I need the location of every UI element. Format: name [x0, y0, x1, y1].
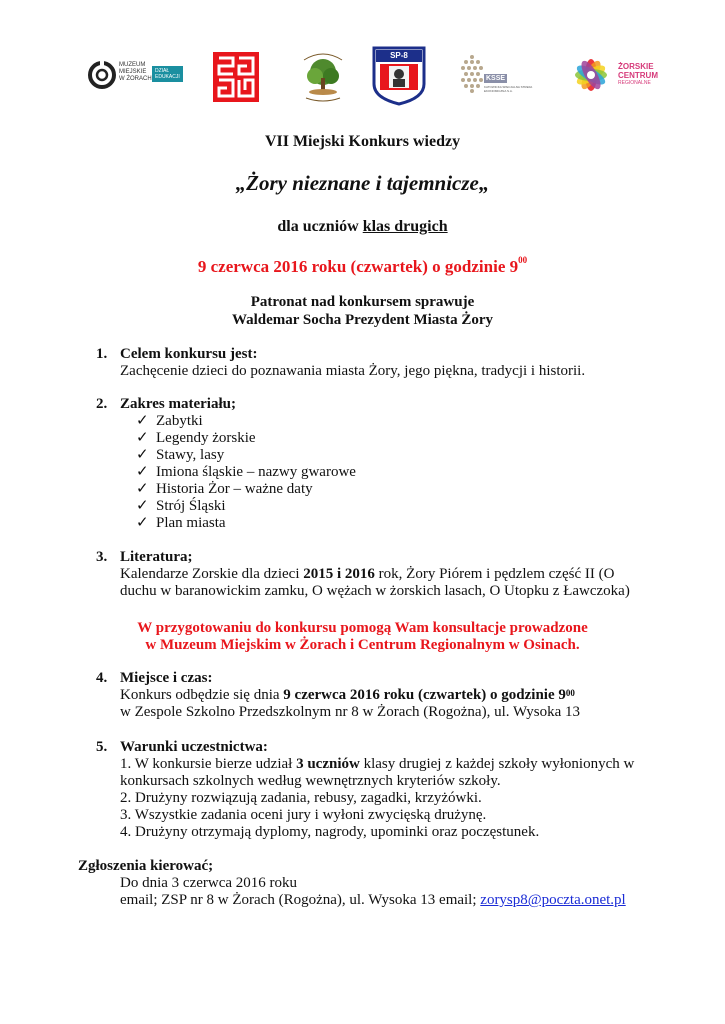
section-scope-num: 2. [96, 396, 108, 412]
patronat-line1: Patronat nad konkursem sprawuje [250, 294, 475, 310]
section-place-time [96, 670, 580, 721]
list-item [136, 447, 356, 464]
scope-item-text: Plan miasta [156, 515, 226, 531]
literature-text-2: rok, Żory Piórem i pędzlem część II (O [374, 566, 615, 582]
date-text: 9 czerwca 2016 roku (czwartek) o godzinie 9 [197, 257, 519, 276]
scope-item-text: Legendy żorskie [156, 430, 256, 446]
date-sup: 00 [518, 255, 528, 265]
section-place-num: 4. [96, 670, 108, 686]
place-date-sup: 00 [565, 688, 575, 698]
section-goal [96, 346, 585, 380]
literature-years: 2015 i 2016 [303, 566, 375, 582]
section-place-head: Miejsce i czas: [120, 670, 213, 686]
section-goal-num: 1. [96, 346, 108, 362]
section-conditions-head: Warunki uczestnictwa: [120, 739, 268, 755]
conditions-l5: 4. Drużyny otrzymają dyplomy, nagrody, upominki oraz poczęstunek. [120, 824, 540, 840]
scope-list [96, 413, 356, 532]
centrum-line3: REGIONALNE [618, 80, 651, 86]
conditions-l2: konkursach szkolnych według wewnętrznych kryteriów szkoły. [120, 773, 501, 789]
ksse-logo [460, 54, 536, 98]
list-item [136, 515, 356, 532]
muzeum-logo [88, 56, 186, 96]
check-icon: ✓ [136, 481, 149, 497]
section-conditions-num: 5. [96, 739, 108, 755]
check-icon: ✓ [136, 515, 149, 531]
conditions-l4: 3. Wszystkie zadania oceni jury i wyłoni zwycięską drużynę. [120, 807, 487, 823]
scope-item-text: Imiona śląskie – nazwy gwarowe [156, 464, 356, 480]
sp8-logo [370, 46, 428, 106]
ksse-name: KSSE [486, 75, 506, 82]
centrum-regionalne-logo [566, 50, 666, 102]
muzeum-line3: W ŻORACH [119, 76, 152, 82]
conditions-l1c: klasy drugiej z każdej szkoły wyłonionych w [359, 756, 635, 772]
literature-line2: duchu w baranowickim zamku, O wężach w żorskich lasach, O Utopku z Ławczoka) [120, 583, 630, 599]
audience-underlined: klas drugich [362, 218, 448, 235]
section-scope [96, 396, 356, 532]
registration-l2: email; ZSP nr 8 w Żorach (Rogożna), ul. Wysoka 13 email; [120, 892, 481, 908]
list-item [136, 413, 356, 430]
ksse-sub: KATOWICKA SPECJALNA STREFA EKONOMICZNA S.A. [484, 85, 533, 93]
muzeum-badge [152, 66, 183, 82]
conditions-l1b: 3 uczniów [296, 756, 360, 772]
place-line2: w Zespole Szkolno Przedszkolnym nr 8 w Żorach (Rogożna), ul. Wysoka 13 [120, 704, 580, 720]
logo-strip [0, 44, 725, 114]
centrum-line2: CENTRUM [618, 71, 658, 80]
check-icon: ✓ [136, 464, 149, 480]
list-item [136, 464, 356, 481]
section-literature-num: 3. [96, 549, 108, 565]
notice-line2: w Muzeum Miejskim w Żorach i Centrum Regionalnym w Osinach. [145, 637, 580, 653]
list-item [136, 481, 356, 498]
scope-item-text: Stawy, lasy [156, 447, 225, 463]
muzeum-line2: MIEJSKIE [119, 69, 147, 75]
check-icon: ✓ [136, 447, 149, 463]
audience-prefix: dla uczniów [277, 218, 363, 235]
registration-head: Zgłoszenia kierować; [78, 858, 214, 874]
section-registration [78, 858, 626, 909]
muzeum-emblem-icon [88, 58, 116, 92]
check-icon: ✓ [136, 498, 149, 514]
literature-text-1: Kalendarze Zorskie dla dzieci [120, 566, 304, 582]
scope-item-text: Strój Śląski [156, 498, 226, 514]
centrum-line1: ŻORSKIE [618, 62, 654, 71]
section-goal-text: Zachęcenie dzieci do poznawania miasta Żory, jego piękna, tradycji i historii. [120, 363, 586, 379]
scope-item-text: Zabytki [156, 413, 203, 429]
section-literature-head: Literatura; [120, 549, 193, 565]
place-date: 9 czerwca 2016 roku (czwartek) o godzinie 9 [283, 687, 566, 703]
section-goal-head: Celem konkursu jest: [120, 346, 258, 362]
check-icon: ✓ [136, 413, 149, 429]
section-scope-head: Zakres materiału; [120, 396, 236, 412]
list-item [136, 430, 356, 447]
sp8-label: SP-8 [390, 51, 408, 60]
notice-line1: W przygotowaniu do konkursu pomogą Wam konsultacje prowadzone [137, 620, 588, 636]
registration-l1: Do dnia 3 czerwca 2016 roku [120, 875, 298, 891]
section-conditions [96, 739, 634, 841]
date-line [0, 257, 725, 277]
audience-line [0, 218, 725, 236]
check-icon: ✓ [136, 430, 149, 446]
muzeum-line1: MUZEUM [119, 62, 146, 68]
list-item [136, 498, 356, 515]
centrum-flower-icon [566, 50, 616, 100]
registration-email-link[interactable]: zorysp8@poczta.onet.pl [480, 892, 626, 908]
section-literature [96, 549, 630, 600]
ksse-dots-icon [460, 54, 484, 94]
tree-emblem-logo [298, 48, 348, 104]
patronat-line2: Waldemar Socha Prezydent Miasta Żory [231, 312, 494, 328]
contest-subtitle: „Żory nieznane i tajemnicze„ [235, 171, 490, 195]
conditions-l3: 2. Drużyny rozwiązują zadania, rebusy, zagadki, krzyżówki. [120, 790, 482, 806]
contest-title: VII Miejski Konkurs wiedzy [264, 133, 461, 150]
muzeum-badge-line2: EDUKACJI [155, 74, 180, 80]
zory-city-logo [213, 52, 259, 102]
conditions-l1a: 1. W konkursie bierze udział [120, 756, 297, 772]
muzeum-badge-line1: DZIAŁ [155, 68, 170, 74]
scope-item-text: Historia Żor – ważne daty [156, 481, 313, 497]
place-text-1: Konkurs odbędzie się dnia [120, 687, 284, 703]
